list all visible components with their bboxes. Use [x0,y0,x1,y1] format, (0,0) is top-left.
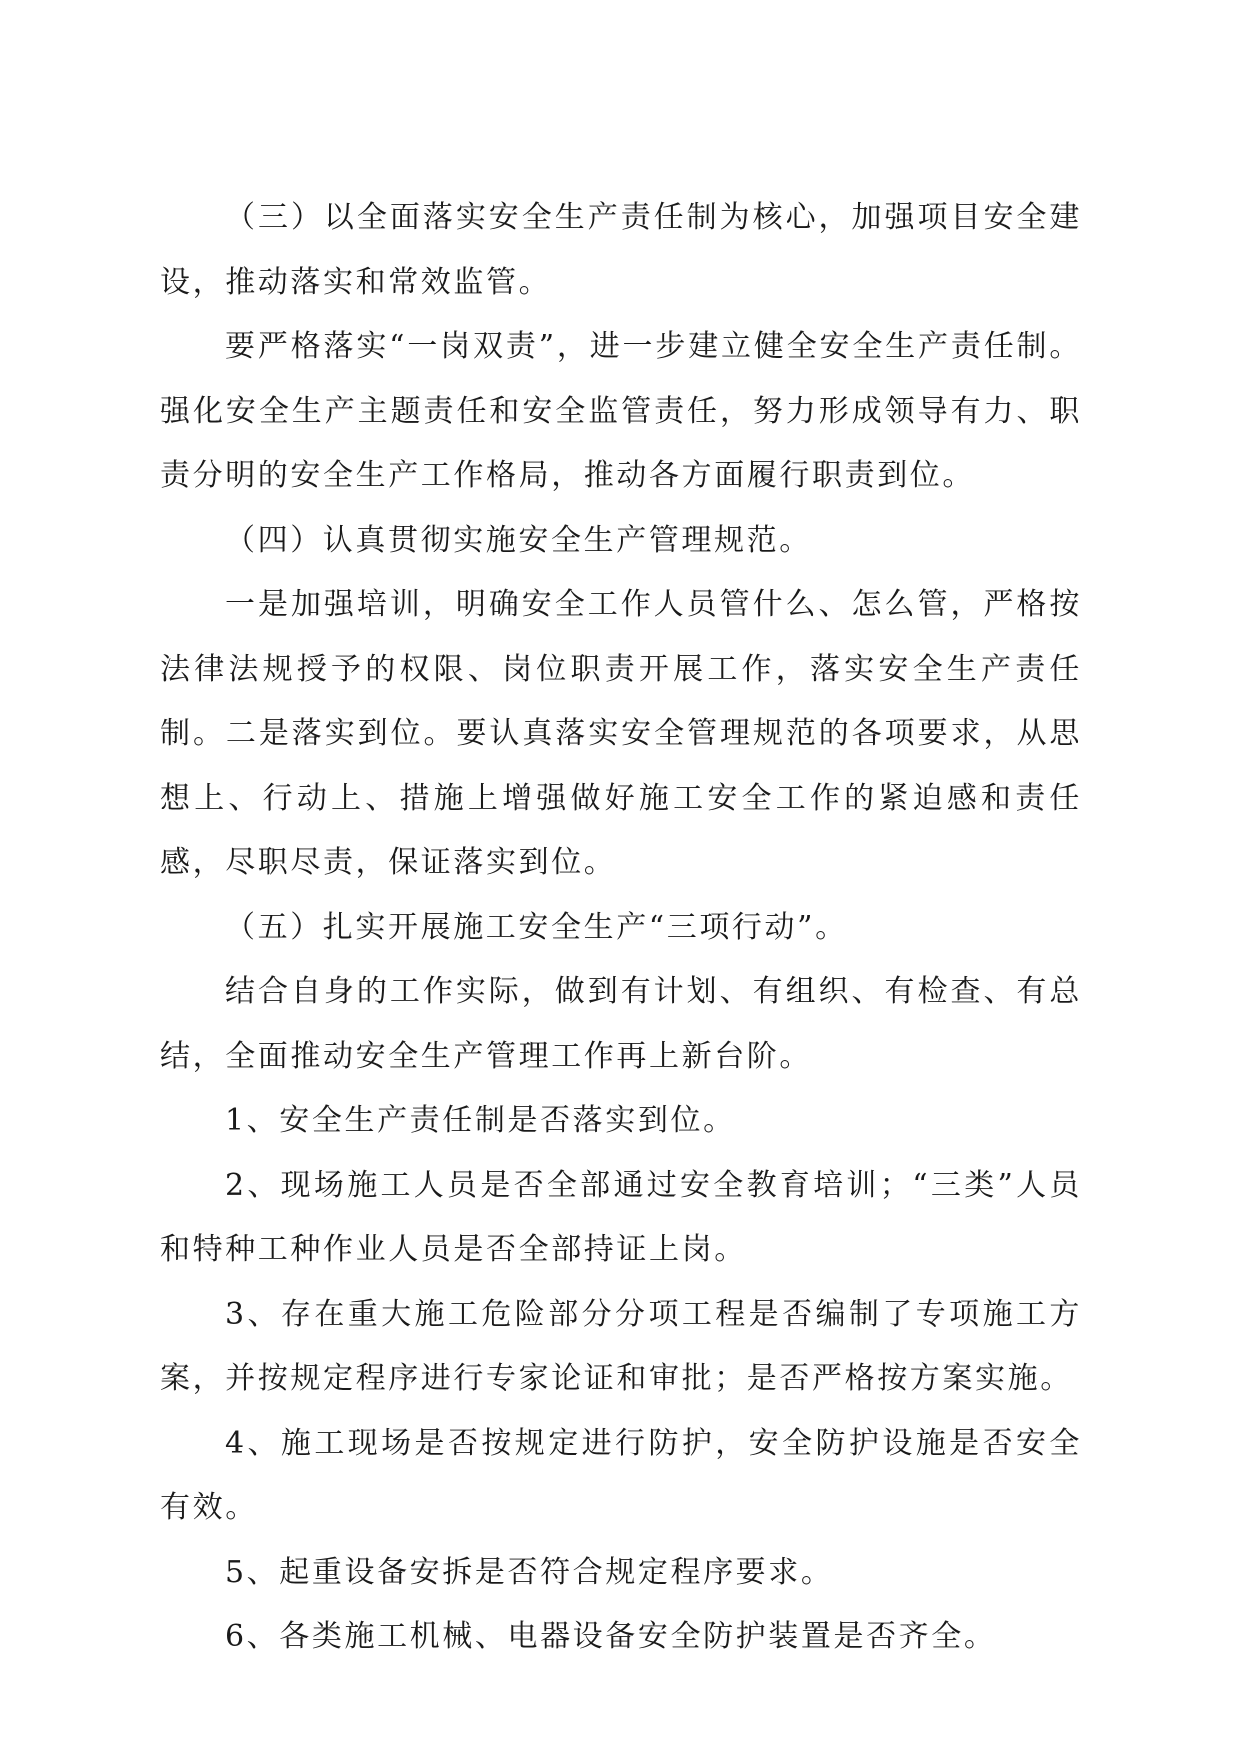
list-item-4: 4、施工现场是否按规定进行防护，安全防护设施是否安全有效。 [160,1425,1082,1525]
body-paragraph: 一是加强培训，明确安全工作人员管什么、怎么管，严格按法律法规授予的权限、岗位职责开展工作，落实安全生产责任制。二是落实到位。要认真落实安全管理规范的各项要求，从思想上、行动上、措施上增强做好施工安全工作的紧迫感和责任感，尽职尽责，保证落实到位。 [160,587,1082,880]
body-paragraph: 要严格落实“一岗双责”，进一步建立健全安全生产责任制。强化安全生产主题责任和安全监管责任，努力形成领导有力、职责分明的安全生产工作格局，推动各方面履行职责到位。 [160,329,1082,493]
list-item-6: 6、各类施工机械、电器设备安全防护装置是否齐全。 [225,1619,997,1654]
section-heading-3: （三）以全面落实安全生产责任制为核心，加强项目安全建设，推动落实和常效监管。 [160,200,1082,300]
list-item-5: 5、起重设备安拆是否符合规定程序要求。 [225,1554,834,1590]
list-item-3: 3、存在重大施工危险部分分项工程是否编制了专项施工方案，并按规定程序进行专家论证和审批；是否严格按方案实施。 [160,1296,1082,1396]
section-heading-5: （五）扎实开展施工安全生产“三项行动”。 [225,909,848,945]
section-heading-4: （四）认真贯彻实施安全生产管理规范。 [225,522,812,558]
body-paragraph: 结合自身的工作实际，做到有计划、有组织、有检查、有总结，全面推动安全生产管理工作再上新台阶。 [160,974,1082,1074]
list-item-1: 1、安全生产责任制是否落实到位。 [225,1103,736,1138]
document-page [160,186,1082,1670]
list-item-2: 2、现场施工人员是否全部通过安全教育培训；“三类”人员和特种工种作业人员是否全部持证上岗。 [160,1167,1082,1267]
